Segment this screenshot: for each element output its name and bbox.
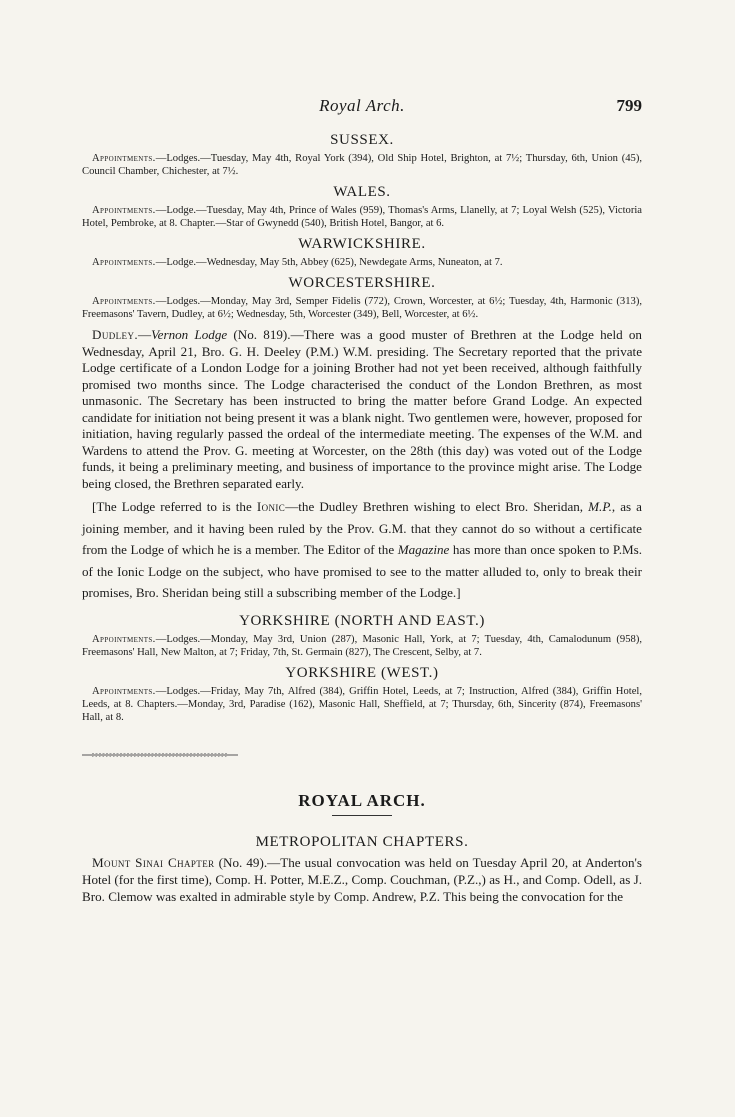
heading-yorkshire-north-east: YORKSHIRE (NORTH AND EAST.) <box>239 612 485 629</box>
page-content <box>82 132 642 905</box>
section-royal-arch <box>82 791 642 905</box>
mount-sinai-report: Mount Sinai Chapter (No. 49).—The usual convocation was held on Tuesday April 20, at Anderton's Hotel (for the first time), Comp. H. Potter, M.E.Z., Comp. Couchman, (P.Z.,) as H., and Comp. Odell, as J. Bro. Clemow was exalted in admirable style by Comp. Andrew, P.Z. This being the convocation for the <box>82 854 642 904</box>
heading-yorkshire-west: YORKSHIRE (WEST.) <box>285 664 439 681</box>
heading-metropolitan-chapters: METROPOLITAN CHAPTERS. <box>255 833 469 850</box>
short-rule <box>332 815 392 816</box>
ornamental-rule <box>82 752 238 758</box>
page-number: 799 <box>616 96 642 115</box>
dudley-report: Dudley.—Vernon Lodge (No. 819).—There was a good muster of Brethren at the Lodge held on Wednesday, April 21, Bro. G. H. Deeley (P.M.) W.M. presiding. The Secretary reported that the private Lodge certificate of a London Lodge for a joining Brother had not yet been received, although faithfully promised two months since. The Lodge characterised the conduct of the London Brethren, as most unmasonic. The Secretary has been instructed to bring the matter before Grand Lodge. An expected candidate for initiation not being present it was a blank night. Two gentlemen were, however, proposed for initiation, having regularly passed the ordeal of the intermediate meeting. The expenses of the W.M. and Wardens to attend the Prov. G. meeting at Worcester, on the 28th (this day) was voted out of the Lodge funds, it being a preliminary meeting, and business of importance to the province might arise. The Lodge being closed, the Brethren separated early. <box>82 327 642 491</box>
wales-appointments: Appointments.—Lodge.—Tuesday, May 4th, Prince of Wales (959), Thomas's Arms, Llanelly, at 7; Loyal Welsh (525), Victoria Hotel, Pembroke, at 8. Chapter.—Star of Gwynedd (540), British Hotel, Bangor, at 6. <box>82 205 642 229</box>
worcestershire-appointments: Appointments.—Lodges.—Monday, May 3rd, Semper Fidelis (772), Crown, Worcester, at 6½; Tuesday, 4th, Harmonic (313), Freemasons' Tavern, Dudley, at 6½; Wednesday, 5th, Worcester (349), Bell, Worcester, at 6½. <box>82 296 642 320</box>
section-yorkshire-north-east <box>82 613 642 659</box>
page <box>82 0 642 1117</box>
section-worcestershire <box>82 275 642 604</box>
section-warwickshire <box>82 236 642 269</box>
section-wales <box>82 184 642 230</box>
heading-royal-arch: ROYAL ARCH. <box>298 790 426 810</box>
running-head <box>82 96 642 120</box>
heading-wales: WALES. <box>333 184 391 200</box>
editor-note: [The Lodge referred to is the Ionic—the Dudley Brethren wishing to elect Bro. Sheridan, M.P., as a joining member, and it having been ruled by the Prov. G.M. that they cannot do so without a certificate from the Lodge of which he is a member. The Editor of the Magazine has more than once spoken to P.Ms. of the Ionic Lodge on the subject, who have promised to see to the matter alluded to, only to break their promises, Bro. Sheridan being still a subscribing member of the Lodge.] <box>82 499 642 600</box>
heading-worcestershire: WORCESTERSHIRE. <box>288 275 436 291</box>
yorkshire-west-appointments: Appointments.—Lodges.—Friday, May 7th, Alfred (384), Griffin Hotel, Leeds, at 7; Instruction, Alfred (384), Griffin Hotel, Leeds, at 8. Chapters.—Monday, 3rd, Paradise (162), Masonic Hall, Sheffield, at 7; Thursday, 6th, Sincerity (874), Freemasons' Hall, at 8. <box>82 685 642 723</box>
heading-sussex: SUSSEX. <box>330 132 394 148</box>
section-sussex <box>82 132 642 178</box>
heading-warwickshire: WARWICKSHIRE. <box>298 236 426 252</box>
sussex-appointments: Appointments.—Lodges.—Tuesday, May 4th, Royal York (394), Old Ship Hotel, Brighton, at 7½; Thursday, 6th, Union (45), Council Chamber, Chichester, at 7½. <box>82 153 642 177</box>
running-title: Royal Arch. <box>319 96 405 115</box>
warwickshire-appointments: Appointments.—Lodge.—Wednesday, May 5th, Abbey (625), Newdegate Arms, Nuneaton, at 7. <box>92 257 503 268</box>
yorkshire-north-east-appointments: Appointments.—Lodges.—Monday, May 3rd, Union (287), Masonic Hall, York, at 7; Tuesday, 4th, Camalodunum (958), Freemasons' Hall, New Malton, at 7; Friday, 7th, St. Germain (827), The Crescent, Selby, at 7. <box>82 633 642 658</box>
section-yorkshire-west <box>82 665 642 724</box>
